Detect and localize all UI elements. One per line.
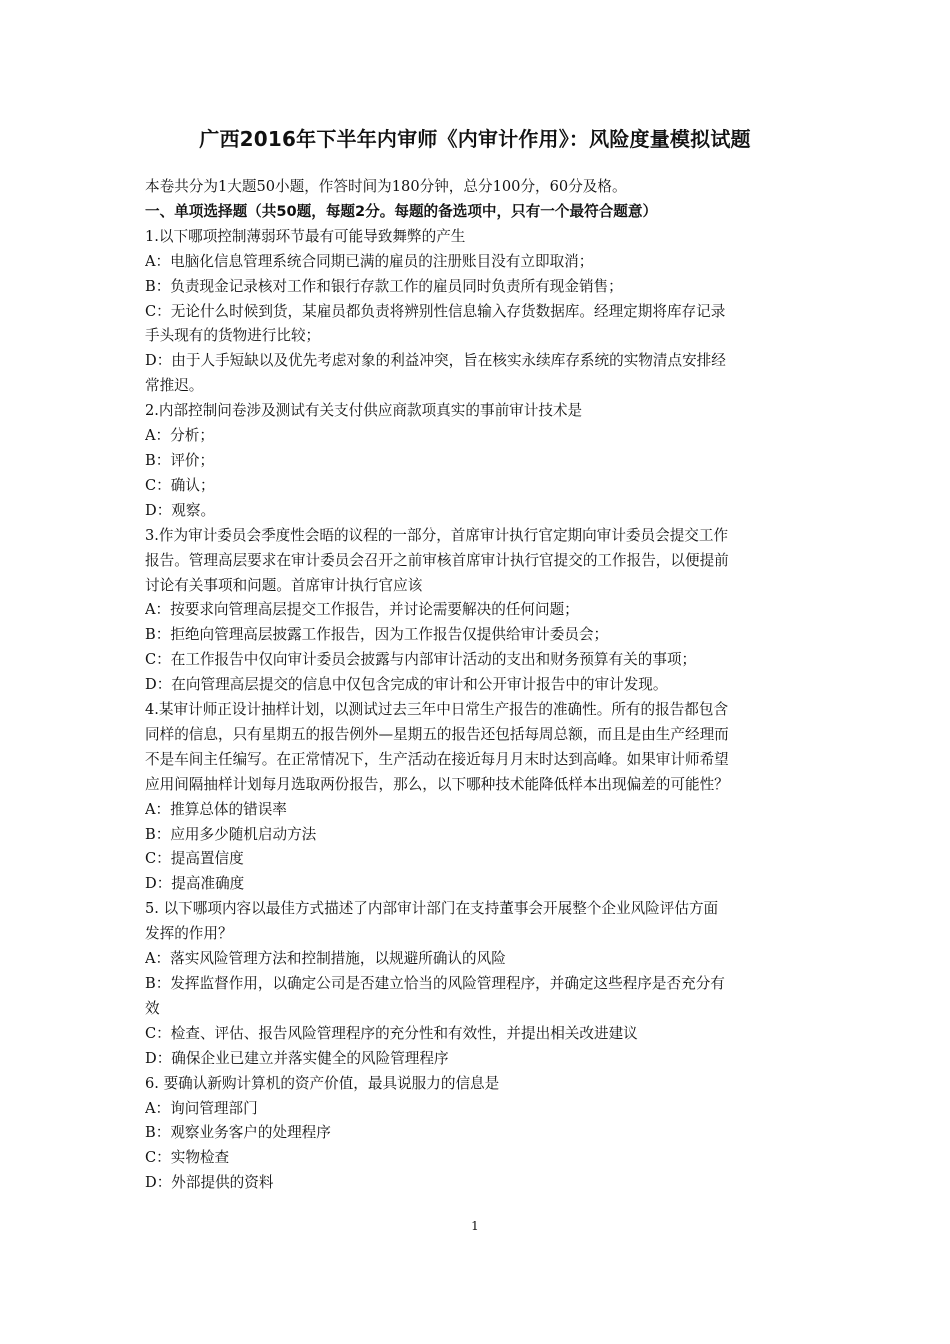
answer-option: [145, 1097, 815, 1122]
question-text-line: 应用间隔抽样计划每月选取两份报告，那么，以下哪种技术能降低样本出现偏差的可能性？: [145, 775, 729, 793]
answer-option: [145, 947, 815, 972]
question-text-line: 讨论有关事项和问题。首席审计执行官应该: [145, 576, 423, 594]
answer-option: [145, 275, 815, 300]
answer-option: [145, 798, 815, 823]
answer-option: [145, 1047, 815, 1072]
answer-option: [145, 349, 815, 399]
answer-option-line: B：应用多少随机启动方法: [145, 825, 317, 843]
answer-option: [145, 673, 815, 698]
answer-option: [145, 972, 815, 1022]
answer-option: [145, 424, 815, 449]
answer-option-line: C：无论什么时候到货，某雇员都负责将辨别性信息输入存货数据库。经理定期将库存记录: [145, 302, 726, 320]
question-list: [145, 225, 815, 1196]
answer-option-line: D：提高准确度: [145, 875, 245, 893]
answer-option-line: A：询问管理部门: [145, 1099, 258, 1117]
answer-option-line: B：拒绝向管理高层披露工作报告，因为工作报告仅提供给审计委员会；: [145, 626, 609, 644]
question-text-line: 同样的信息，只有星期五的报告例外—星期五的报告还包括每周总额，而且是由生产经理而: [145, 725, 729, 743]
question-text-line: 1.以下哪项控制薄弱环节最有可能导致舞弊的产生: [145, 227, 466, 245]
answer-option: [145, 449, 815, 474]
answer-option-line: C：提高置信度: [145, 850, 244, 868]
answer-option: [145, 823, 815, 848]
answer-option: [145, 250, 815, 275]
document-body: [145, 175, 815, 1196]
section-heading: 一、单项选择题（共50题，每题2分。每题的备选项中，只有一个最符合题意）: [145, 202, 658, 220]
answer-option-line: 效: [145, 999, 160, 1017]
question-text-line: 2.内部控制问卷涉及测试有关支付供应商款项真实的事前审计技术是: [145, 402, 583, 420]
answer-option-line: A：分析；: [145, 427, 214, 445]
question-item: [145, 897, 815, 1071]
answer-option-line: 手头现有的货物进行比较；: [145, 327, 321, 345]
answer-option: [145, 872, 815, 897]
answer-option: [145, 598, 815, 623]
answer-option-line: C：检查、评估、报告风险管理程序的充分性和有效性，并提出相关改进建议: [145, 1024, 638, 1042]
answer-option-line: D：外部提供的资料: [145, 1174, 274, 1192]
answer-option-line: B：评价；: [145, 451, 215, 469]
answer-option: [145, 623, 815, 648]
question-item: [145, 399, 815, 524]
answer-option-line: C：实物检查: [145, 1149, 230, 1167]
question-item: [145, 225, 815, 399]
answer-option-line: 常推迟。: [145, 377, 204, 395]
answer-option-line: D：观察。: [145, 501, 216, 519]
answer-option-line: B：负责现金记录核对工作和银行存款工作的雇员同时负责所有现金销售；: [145, 277, 623, 295]
answer-option: [145, 1171, 815, 1196]
answer-option: [145, 300, 815, 350]
answer-option: [145, 1146, 815, 1171]
answer-option-line: A：落实风险管理方法和控制措施，以规避所确认的风险: [145, 950, 506, 968]
question-text-line: 3.作为审计委员会季度性会晤的议程的一部分，首席审计执行官定期向审计委员会提交工作: [145, 526, 729, 544]
answer-option: [145, 847, 815, 872]
answer-option-line: D：确保企业已建立并落实健全的风险管理程序: [145, 1049, 449, 1067]
answer-option-line: A：按要求向管理高层提交工作报告，并讨论需要解决的任何问题；: [145, 601, 579, 619]
answer-option: [145, 474, 815, 499]
answer-option: [145, 648, 815, 673]
question-text-line: 报告。管理高层要求在审计委员会召开之前审核首席审计执行官提交的工作报告，以便提前: [145, 551, 729, 569]
exam-intro: 本卷共分为1大题50小题，作答时间为180分钟，总分100分，60分及格。: [145, 178, 627, 195]
page-number: 1: [471, 1219, 479, 1233]
answer-option-line: C：确认；: [145, 476, 215, 494]
question-text-line: 6. 要确认新购计算机的资产价值，最具说服力的信息是: [145, 1074, 500, 1092]
answer-option-line: A：电脑化信息管理系统合同期已满的雇员的注册账目没有立即取消；: [145, 252, 594, 270]
answer-option-line: B：观察业务客户的处理程序: [145, 1124, 331, 1142]
question-text-line: 4.某审计师正设计抽样计划，以测试过去三年中日常生产报告的准确性。所有的报告都包含: [145, 701, 729, 719]
answer-option: [145, 499, 815, 524]
answer-option: [145, 1121, 815, 1146]
answer-option-line: B：发挥监督作用，以确定公司是否建立恰当的风险管理程序，并确定这些程序是否充分有: [145, 975, 725, 992]
answer-option-line: D：在向管理高层提交的信息中仅包含完成的审计和公开审计报告中的审计发现。: [145, 676, 668, 694]
question-item: [145, 698, 815, 897]
question-text-line: 不是车间主任编写。在正常情况下，生产活动在接近每月月末时达到高峰。如果审计师希望: [145, 750, 729, 768]
answer-option: [145, 1022, 815, 1047]
document-title: 广西2016年下半年内审师《内审计作用》：风险度量模拟试题: [199, 127, 751, 151]
question-item: [145, 524, 815, 698]
answer-option-line: C：在工作报告中仅向审计委员会披露与内部审计活动的支出和财务预算有关的事项；: [145, 651, 697, 669]
answer-option-line: A：推算总体的错误率: [145, 800, 287, 818]
question-item: [145, 1072, 815, 1197]
question-text-line: 发挥的作用？: [145, 925, 233, 943]
answer-option-line: D：由于人手短缺以及优先考虑对象的利益冲突，旨在核实永续库存系统的实物清点安排经: [145, 352, 726, 370]
question-text-line: 5. 以下哪项内容以最佳方式描述了内部审计部门在支持董事会开展整个企业风险评估方面: [145, 900, 719, 918]
